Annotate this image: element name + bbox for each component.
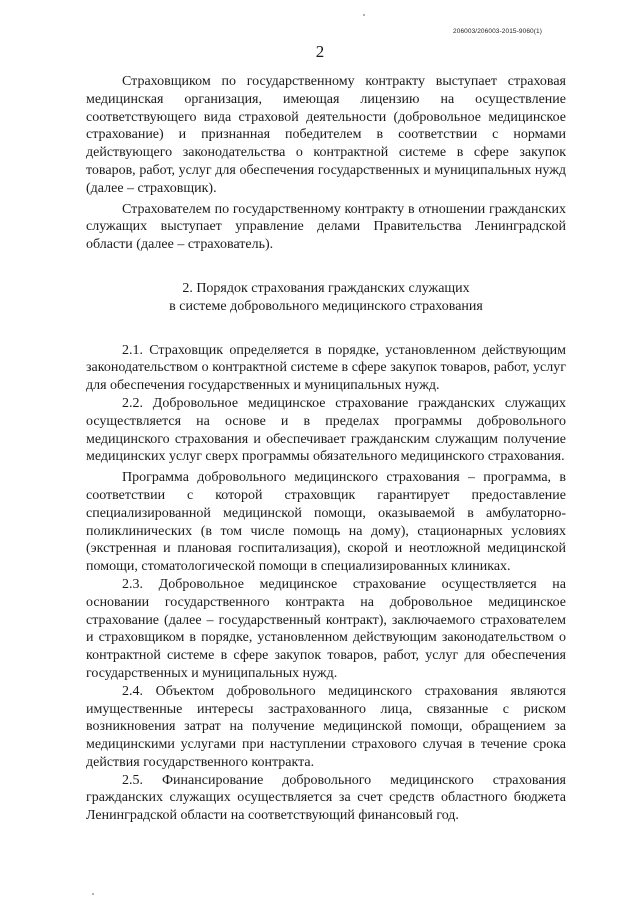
- paragraph-2-5: 2.5. Финансирование добровольного медицинского страхования гражданских служащих осуществляется за счет средств областного бюджета Ленинградской области на соответствующий финансовый год.: [86, 772, 566, 824]
- paragraph-2-3: 2.3. Добровольное медицинское страхование осуществляется на основании государственного контракта на добровольное медицинское страхование (далее – государственный контракт), заключаемого страхователем и страховщиком в порядке, установленном действующим законодательством о контрактной системе в сфере закупок товаров, работ, услуг для обеспечения государственных и муниципальных нужд.: [86, 576, 566, 681]
- paragraph-2-2: 2.2. Добровольное медицинское страхование гражданских служащих осуществляется на основе и в пределах программы добровольного медицинского страхования и обеспечивает гражданским служащим получение медицинских услуг сверх программы обязательного медицинского страхования.: [86, 395, 566, 465]
- paragraph-policyholder: Страхователем по государственному контракту в отношении гражданских служащих выступает управление делами Правительства Ленинградской области (далее – страхователь).: [86, 201, 566, 253]
- section-heading-line-1: 2. Порядок страхования гражданских служащих: [182, 280, 470, 296]
- paragraph-2-4: 2.4. Объектом добровольного медицинского страхования являются имущественные интересы застрахованного лица, связанные с риском возникновения затрат на получение медицинской помощи, обращением за медицинскими услугами при наступлении страхового случая в течение срока действия государственного контракта.: [86, 683, 566, 770]
- scan-speck: [363, 14, 365, 16]
- paragraph-insurer: Страховщиком по государственному контракту выступает страховая медицинская организация, имеющая лицензию на осуществление соответствующего вида страховой деятельности (добровольное медицинское страхование) и признанная победителем в соответствии с нормами действующего законодательства о контрактной системе в сфере закупок товаров, работ, услуг для обеспечения государственных и муниципальных нужд (далее – страховщик).: [86, 74, 566, 196]
- section-heading-line-2: в системе добровольного медицинского страхования: [169, 298, 483, 314]
- paragraph-2-1: 2.1. Страховщик определяется в порядке, установленном действующим законодательством о контрактной системе в сфере закупок товаров, работ, услуг для обеспечения государственных и муниципальных нужд.: [86, 342, 566, 394]
- paragraph-program: Программа добровольного медицинского страхования – программа, в соответствии с которой страховщик гарантирует предоставление специализированной медицинской помощи, оказываемой в амбулаторно-поликлинических (в том числе помощь на дому), стационарных условиях (экстренная и плановая госпитализация), скорой и неотложной медицинской помощи, стоматологической помощи в специализированных клиниках.: [86, 470, 566, 575]
- document-id: 206003/206003-2015-9060(1): [453, 28, 542, 35]
- section-heading: [86, 280, 566, 316]
- scan-speck: [92, 893, 94, 895]
- document-body: [86, 73, 566, 825]
- page-number: 2: [315, 42, 325, 61]
